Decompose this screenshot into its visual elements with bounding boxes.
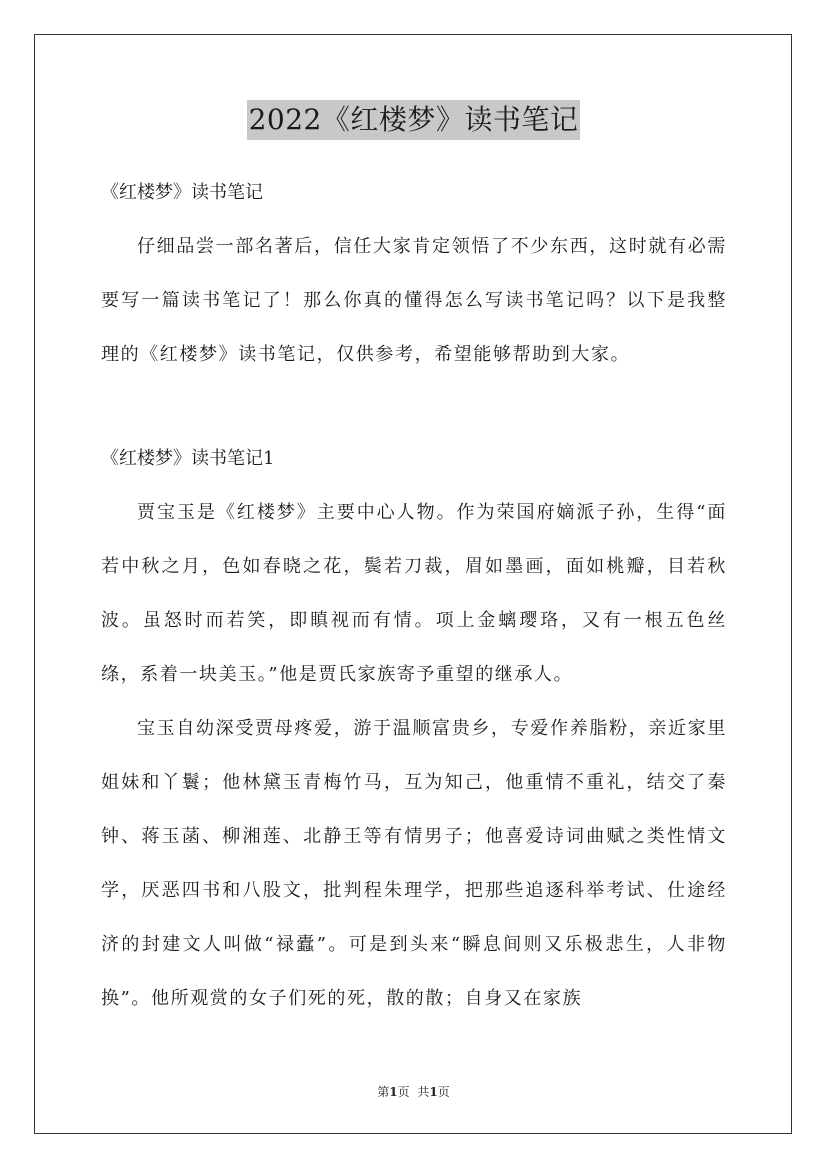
intro-heading: 《红楼梦》读书笔记 [101, 182, 263, 203]
total-suffix: 页 [437, 1085, 450, 1099]
page-footer [0, 1084, 827, 1100]
page-number: 1 [389, 1085, 398, 1099]
total-pages: 1 [429, 1085, 438, 1099]
section1-heading: 《红楼梦》读书笔记1 [101, 448, 275, 469]
page-suffix: 页 [397, 1085, 410, 1099]
total-prefix: 共 [417, 1085, 430, 1099]
title-container [0, 100, 827, 140]
intro-paragraph: 仔细品尝一部名著后，信任大家肯定领悟了不少东西，这时就有必需要写一篇读书笔记了！那么你真的懂得怎么写读书笔记吗？以下是我整理的《红楼梦》读书笔记，仅供参考，希望能够帮助到大家。 [101, 236, 727, 365]
document-title: 2022《红楼梦》读书笔记 [247, 100, 581, 140]
section-spacer [101, 382, 727, 432]
section1-paragraph-2: 宝玉自幼深受贾母疼爱，游于温顺富贵乡，专爱作养脂粉，亲近家里姐妹和丫鬟；他林黛玉青梅竹马，互为知己，他重情不重礼，结交了秦钟、蒋玉菡、柳湘莲、北静王等有情男子；他喜爱诗词曲赋之类性情文学，厌恶四书和八股文，批判程朱理学，把那些追逐科举考试、仕途经济的封建文人叫做“禄蠹”。可是到头来“瞬息间则又乐极悲生，人非物换”。他所观赏的女子们死的死，散的散；自身又在家族 [101, 718, 727, 1009]
page-prefix: 第 [377, 1085, 390, 1099]
document-body [101, 166, 727, 1026]
section1-paragraph-1: 贾宝玉是《红楼梦》主要中心人物。作为荣国府嫡派子孙，生得“面若中秋之月，色如春晓之花，鬓若刀裁，眉如墨画，面如桃瓣，目若秋波。虽怒时而若笑，即瞋视而有情。项上金螭璎珞，又有一根五色丝绦，系着一块美玉。”他是贾氏家族寄予重望的继承人。 [101, 502, 727, 685]
